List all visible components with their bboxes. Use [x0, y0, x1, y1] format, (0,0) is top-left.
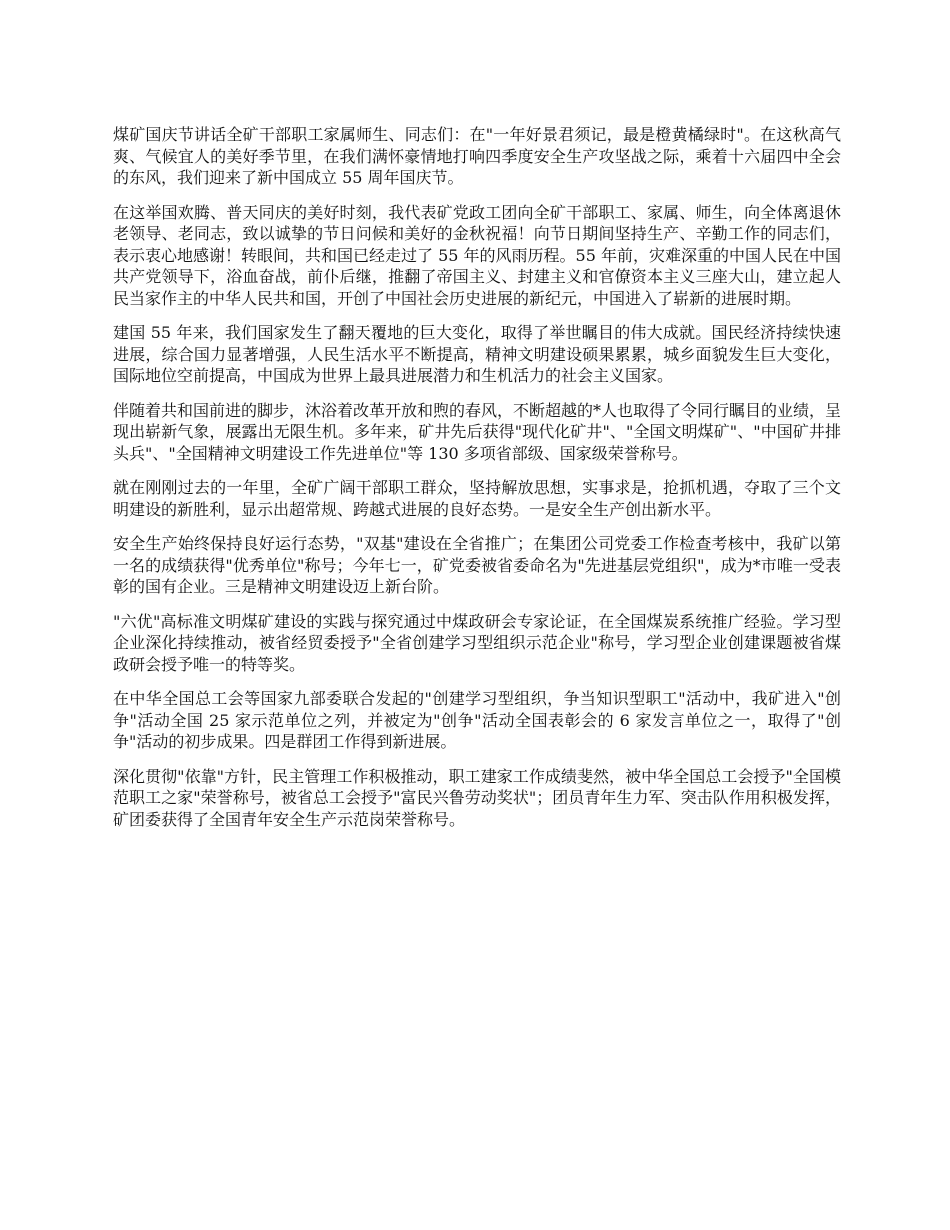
paragraph-4: 伴随着共和国前进的脚步，沐浴着改革开放和煦的春风，不断超越的*人也取得了令同行瞩目的业绩，呈现出崭新气象，展露出无限生机。多年来，矿井先后获得"现代化矿井"、"全国文明煤矿"、"中国矿井排头兵"、"全国精神文明建设工作先进单位"等 130 多项省部级、国家级荣誉称号。	[113, 400, 842, 463]
paragraph-1: 煤矿国庆节讲话全矿干部职工家属师生、同志们：在"一年好景君须记，最是橙黄橘绿时"。在这秋高气爽、气候宜人的美好季节里，在我们满怀豪情地打响四季度安全生产攻坚战之际，乘着十六届四中全会的东风，我们迎来了新中国成立 55 周年国庆节。	[113, 125, 841, 187]
paragraph-8: 在中华全国总工会等国家九部委联合发起的"创建学习型组织，争当知识型职工"活动中，我矿进入"创争"活动全国 25 家示范单位之列，并被定为"创争"活动全国表彰会的 6 家发言单位之一，取得了"创争"活动的初步成果。四是群团工作得到新进展。	[113, 689, 841, 751]
paragraph-2: 在这举国欢腾、普天同庆的美好时刻，我代表矿党政工团向全矿干部职工、家属、师生，向全体离退休老领导、老同志，致以诚挚的节日问候和美好的金秋祝福！向节日期间坚持生产、辛勤工作的同志们，表示衷心地感谢！转眼间，共和国已经走过了 55 年的风雨历程。55 年前，灾难深重的中国人民在中国共产党领导下，浴血奋战，前仆后继，推翻了帝国主义、封建主义和官僚资本主义三座大山，建立起人民当家作主的中华人民共和国，开创了中国社会历史进展的新纪元，中国进入了崭新的进展时期。	[113, 202, 841, 308]
paragraph-3: 建国 55 年来，我们国家发生了翻天覆地的巨大变化，取得了举世瞩目的伟大成就。国民经济持续快速进展，综合国力显著增强，人民生活水平不断提高，精神文明建设硕果累累，城乡面貌发生巨大变化，国际地位空前提高，中国成为世界上最具进展潜力和生机活力的社会主义国家。	[113, 323, 841, 385]
paragraph-9: 深化贯彻"依靠"方针，民主管理工作积极推动，职工建家工作成绩斐然，被中华全国总工会授予"全国模范职工之家"荣誉称号，被省总工会授予"富民兴鲁劳动奖状"；团员青年生力军、突击队作用积极发挥，矿团委获得了全国青年安全生产示范岗荣誉称号。	[113, 766, 841, 829]
paragraph-6: 安全生产始终保持良好运行态势，"双基"建设在全省推广；在集团公司党委工作检查考核中，我矿以第一名的成绩获得"优秀单位"称号；今年七一，矿党委被省委命名为"先进基层党组织"，成为*市唯一受表彰的国有企业。三是精神文明建设迈上新台阶。	[113, 534, 841, 596]
paragraph-7: "六优"高标准文明煤矿建设的实践与探究通过中煤政研会专家论证，在全国煤炭系统推广经验。学习型企业深化持续推动，被省经贸委授予"全省创建学习型组织示范企业"称号，学习型企业创建课题被省煤政研会授予唯一的特等奖。	[113, 611, 841, 674]
document-body	[113, 124, 841, 843]
paragraph-5: 就在刚刚过去的一年里，全矿广阔干部职工群众，坚持解放思想，实事求是，抢抓机遇，夺取了三个文明建设的新胜利，显示出超常规、跨越式进展的良好态势。一是安全生产创出新水平。	[113, 478, 841, 519]
